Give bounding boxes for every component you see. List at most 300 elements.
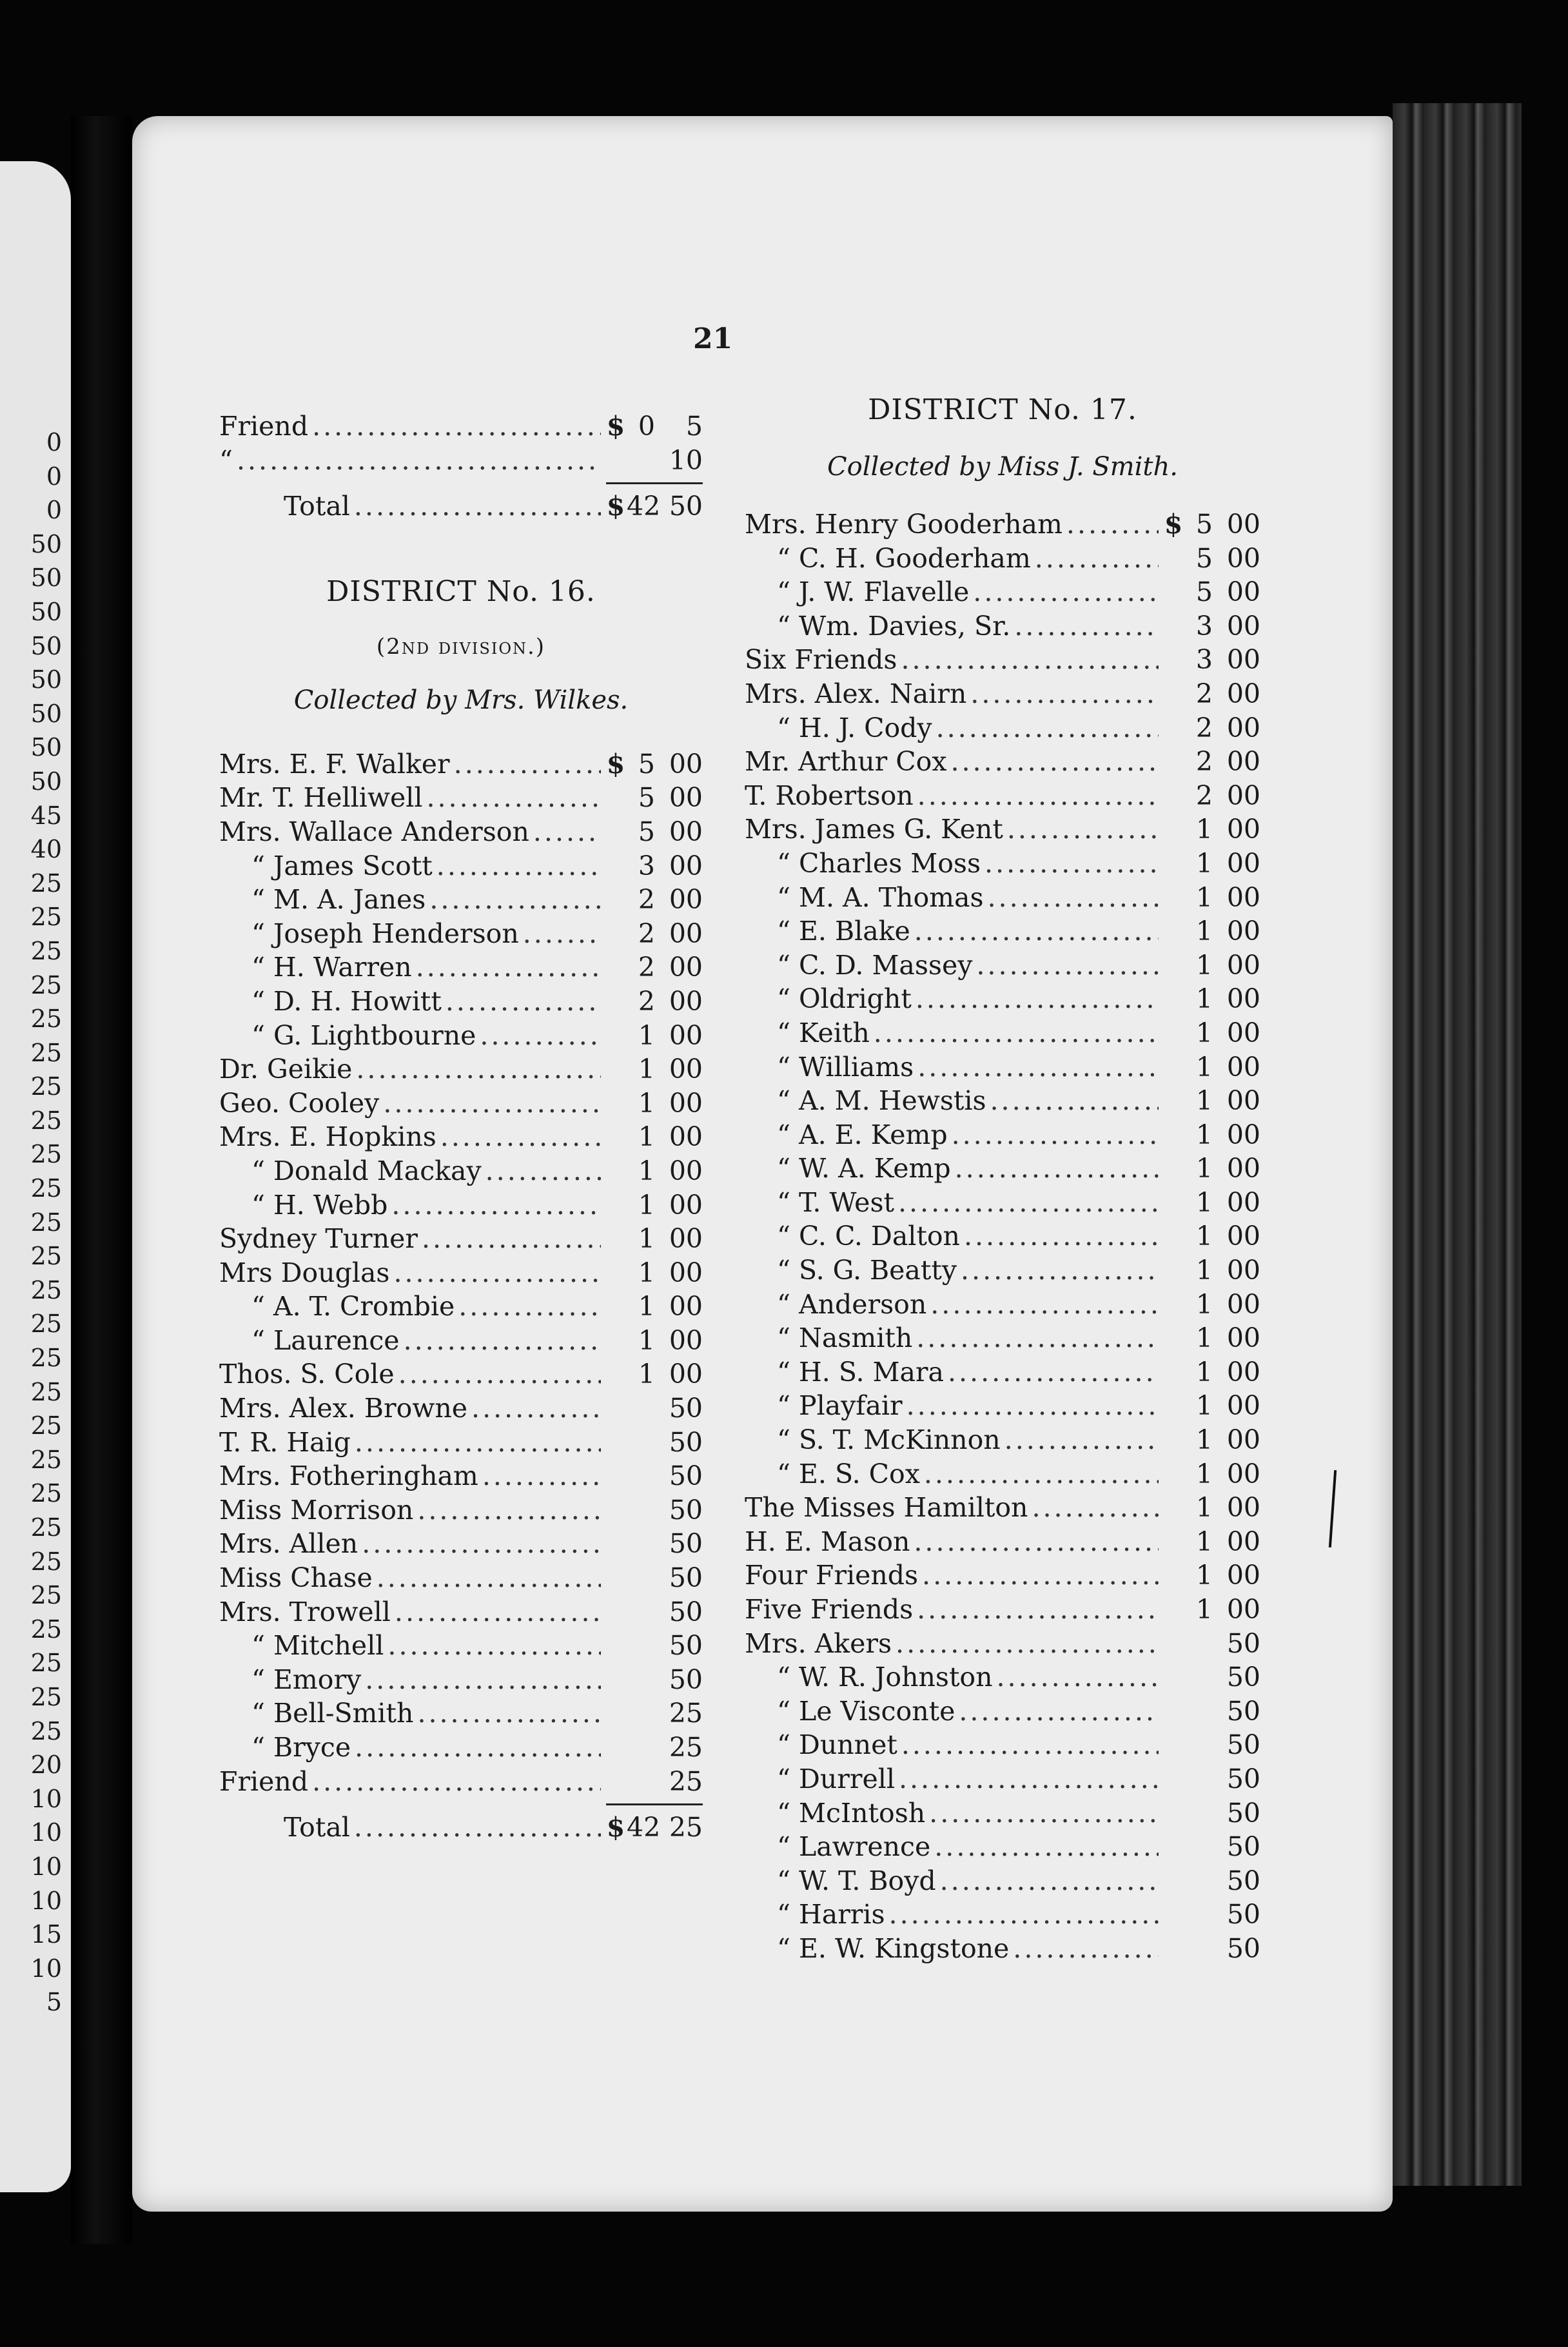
amount-dollars: 1 [1195, 1221, 1213, 1252]
amount-cents: 50 [669, 1630, 703, 1662]
amount-dollars: 1 [1195, 1051, 1213, 1083]
amount-cents: 00 [669, 1291, 703, 1322]
dollar-sign: $ [606, 1812, 625, 1843]
donor-name: “ S. T. McKinnon [777, 1424, 1001, 1456]
donor-name: The Misses Hamilton [745, 1492, 1028, 1524]
leader-dots [929, 1796, 1159, 1831]
donor-row [745, 677, 1260, 711]
donor-name: “ McIntosh [777, 1797, 926, 1829]
facing-page-amount: 25 [30, 936, 62, 965]
donor-name: Total [284, 1812, 350, 1843]
facing-page-amount: 25 [30, 1275, 62, 1304]
donor-name: “ [219, 444, 233, 476]
leader-dots [482, 1459, 601, 1493]
amount-cents: 00 [1226, 1458, 1260, 1489]
facing-page-amount: 10 [30, 1818, 62, 1847]
leader-dots [416, 950, 601, 985]
leader-dots [917, 1593, 1159, 1627]
facing-page-amount: 25 [30, 1547, 62, 1576]
amount-dollars: 1 [638, 1019, 655, 1051]
leader-dots [237, 444, 601, 478]
leader-dots [1004, 1423, 1159, 1457]
amount-dollars: 1 [638, 1054, 655, 1085]
donor-row [745, 1627, 1260, 1661]
amount-cents: 50 [1226, 1831, 1260, 1863]
leader-dots [426, 781, 601, 815]
amount-cents: 00 [1226, 1085, 1260, 1117]
donor-row [219, 1086, 703, 1121]
leader-dots [446, 985, 601, 1019]
donor-name: “ James Scott [251, 850, 433, 881]
amount-dollars: 2 [1195, 678, 1213, 709]
donor-name: “ T. West [777, 1186, 894, 1218]
leader-dots [312, 1765, 601, 1799]
donor-row [745, 1898, 1260, 1932]
donor-row [219, 1154, 703, 1188]
facing-page-amount: 25 [30, 1615, 62, 1644]
donor-name: “ Lawrence [777, 1831, 931, 1863]
amount-dollars: 1 [1195, 1424, 1213, 1456]
amount-cents: 00 [669, 1087, 703, 1119]
donor-row [219, 1019, 703, 1053]
amount-cents: 00 [669, 816, 703, 847]
donor-row [745, 881, 1260, 915]
donor-name: Mrs. Akers [745, 1627, 892, 1659]
donor-name: “ Durrell [777, 1763, 895, 1794]
leader-dots [997, 1660, 1159, 1694]
donor-row [745, 1219, 1260, 1253]
donor-row [219, 1120, 703, 1154]
amount-cents: 00 [1226, 916, 1260, 947]
amount-dollars: 1 [638, 1155, 655, 1186]
amount-dollars: 1 [1195, 1560, 1213, 1591]
amount-cents: 00 [669, 1189, 703, 1221]
facing-page-amount: 25 [30, 903, 62, 932]
leader-dots [917, 1050, 1159, 1085]
facing-page-amount: 0 [46, 462, 62, 491]
leader-dots [973, 575, 1159, 609]
district16-collector: Collected by Mrs. Wilkes. [293, 685, 629, 715]
amount-cents: 00 [1226, 1288, 1260, 1320]
amount-cents: 00 [669, 884, 703, 916]
amount-dollars: 1 [638, 1189, 655, 1221]
donor-name: “ E. W. Kingstone [777, 1932, 1010, 1964]
amount-dollars: 2 [638, 952, 655, 983]
facing-page-amount: 50 [30, 699, 62, 728]
donor-name: “ Dunnet [777, 1729, 897, 1761]
amount-dollars: 5 [1195, 576, 1213, 608]
leader-dots [356, 1052, 601, 1086]
donor-name: “ Playfair [777, 1390, 903, 1422]
leader-dots [924, 1457, 1159, 1491]
leader-dots [934, 1830, 1159, 1864]
donor-name: Four Friends [745, 1560, 919, 1591]
amount-cents: 50 [1226, 1662, 1260, 1693]
leader-dots [936, 711, 1159, 745]
donor-name: Mrs. Fotheringham [219, 1460, 478, 1492]
leader-dots [916, 982, 1159, 1016]
amount-dollars: 1 [1195, 847, 1213, 879]
leader-dots [990, 1084, 1159, 1118]
amount-cents: 00 [1226, 1186, 1260, 1218]
facing-page-amount: 50 [30, 665, 62, 694]
amount-cents: 00 [669, 1223, 703, 1255]
amount-cents: 00 [1226, 746, 1260, 778]
donor-row [745, 1491, 1260, 1525]
book-gutter [71, 116, 132, 2244]
facing-page-amount: 50 [30, 767, 62, 796]
leader-dots [914, 1525, 1159, 1559]
amount-dollars: 2 [638, 985, 655, 1017]
facing-page-amount: 25 [30, 1344, 62, 1373]
donor-name: “ Nasmith [777, 1322, 913, 1354]
amount-cents: 00 [1226, 1594, 1260, 1625]
district16-heading: DISTRICT No. 16. [326, 574, 596, 608]
amount-dollars: 1 [1195, 881, 1213, 913]
amount-cents: 00 [1226, 576, 1260, 608]
donor-name: “ Harris [777, 1899, 885, 1930]
donor-row [745, 643, 1260, 677]
facing-page-amount: 25 [30, 1106, 62, 1135]
amount-cents: 00 [669, 1019, 703, 1051]
donor-row [745, 1558, 1260, 1593]
facing-page-amount: 10 [30, 1852, 62, 1881]
leader-dots [948, 1355, 1159, 1390]
donor-row [219, 1290, 703, 1324]
amount-cents: 00 [1226, 678, 1260, 709]
total-row [219, 489, 703, 524]
donor-name: Mrs. Alex. Browne [219, 1393, 468, 1424]
facing-page-amount: 25 [30, 1072, 62, 1101]
amount-dollars: 1 [1195, 1186, 1213, 1218]
donor-name: “ A. T. Crombie [251, 1291, 455, 1322]
donor-name: Mrs. Trowell [219, 1596, 391, 1627]
amount-cents: 00 [1226, 1221, 1260, 1252]
donor-name: H. E. Mason [745, 1526, 910, 1557]
amount-cents: 00 [669, 1324, 703, 1356]
amount-dollars: 0 [638, 411, 655, 442]
amount-dollars: 1 [638, 1359, 655, 1390]
district16-total-rule [606, 1803, 703, 1805]
leader-dots [355, 1426, 601, 1460]
facing-page-amount: 25 [30, 1411, 62, 1440]
donor-row [745, 711, 1260, 745]
donor-row [745, 1288, 1260, 1322]
donor-name: “ Charles Moss [777, 847, 981, 879]
donor-row [745, 1932, 1260, 1966]
amount-cents: 00 [1226, 1153, 1260, 1184]
amount-cents: 00 [1226, 1390, 1260, 1422]
facing-page-amount: 25 [30, 1174, 62, 1203]
amount-dollars: 1 [638, 1223, 655, 1255]
leader-dots [914, 914, 1159, 948]
leader-dots [398, 1357, 601, 1391]
donor-name: T. R. Haig [219, 1426, 351, 1458]
leader-dots [436, 849, 601, 883]
donor-name: “ Joseph Henderson [251, 918, 519, 949]
leader-dots [917, 779, 1159, 813]
leader-dots [354, 1811, 601, 1845]
amount-cents: 00 [669, 1054, 703, 1085]
donor-name: Mr. Arthur Cox [745, 746, 947, 778]
amount-dollars: 1 [638, 1291, 655, 1322]
donor-row [745, 1796, 1260, 1831]
donor-row [219, 1188, 703, 1223]
district17-heading: DISTRICT No. 17. [868, 393, 1137, 426]
leader-dots [377, 1561, 601, 1595]
donor-name: “ Wm. Davies, Sr. [777, 610, 1011, 642]
facing-page-amount: 50 [30, 733, 62, 762]
facing-page-amount: 25 [30, 1445, 62, 1474]
amount-cents: 00 [669, 918, 703, 949]
donor-name: Mrs. James G. Kent [745, 814, 1003, 845]
donor-row [219, 444, 703, 478]
amount-dollars: 1 [1195, 1017, 1213, 1048]
donor-name: “ Laurence [251, 1324, 400, 1356]
donor-row [219, 1595, 703, 1629]
leader-dots [354, 489, 601, 524]
donor-row [219, 917, 703, 951]
donor-row [745, 1152, 1260, 1186]
donor-row [219, 1256, 703, 1290]
donor-row [219, 1663, 703, 1697]
leader-dots [985, 847, 1159, 881]
leader-dots [959, 1694, 1159, 1729]
facing-page-amount: 50 [30, 564, 62, 593]
leader-dots [417, 1493, 601, 1527]
donor-name: “ Bryce [251, 1732, 351, 1763]
amount-dollars: 1 [1195, 1594, 1213, 1625]
district17-list [745, 507, 1260, 1966]
amount-dollars: 1 [1195, 1153, 1213, 1184]
amount-cents: 00 [1226, 1017, 1260, 1048]
donor-row [745, 1355, 1260, 1390]
amount-dollars: 2 [1195, 712, 1213, 743]
facing-page-amount: 25 [30, 1038, 62, 1067]
amount-cents: 50 [669, 1562, 703, 1594]
district17-collector: Collected by Miss J. Smith. [827, 452, 1178, 482]
leader-dots [312, 409, 601, 444]
leader-dots [391, 1188, 601, 1223]
amount-cents: 00 [1226, 1526, 1260, 1557]
facing-page-amount: 15 [30, 1920, 62, 1949]
facing-page-amount: 40 [30, 835, 62, 864]
facing-page-amount: 25 [30, 970, 62, 999]
amount-cents: 00 [1226, 542, 1260, 574]
donor-name: Friend [219, 1765, 309, 1797]
leader-dots [440, 1120, 601, 1154]
leader-dots [952, 1118, 1159, 1152]
donor-name: Mrs. E. Hopkins [219, 1121, 436, 1153]
donor-row [219, 1527, 703, 1561]
leader-dots [485, 1154, 601, 1188]
donor-row [219, 409, 703, 444]
amount-cents: 00 [1226, 610, 1260, 642]
donor-row [745, 1321, 1260, 1355]
leader-dots [393, 1256, 601, 1290]
amount-cents: 50 [1226, 1932, 1260, 1964]
donor-row [745, 1762, 1260, 1796]
amount-cents: 50 [669, 1664, 703, 1695]
district16-total [219, 1811, 703, 1845]
facing-page-amount: 25 [30, 1208, 62, 1237]
leader-dots [916, 1321, 1159, 1355]
amount-cents: 00 [1226, 1356, 1260, 1388]
leader-dots [901, 643, 1159, 677]
donor-row [745, 1660, 1260, 1694]
donor-row [219, 1324, 703, 1358]
amount-dollars: 1 [1195, 1119, 1213, 1150]
donor-row [745, 812, 1260, 847]
amount-cents: 00 [669, 1121, 703, 1153]
amount-dollars: 1 [1195, 1255, 1213, 1286]
donor-row [745, 1016, 1260, 1050]
amount-cents: 5 [685, 411, 703, 442]
donor-row [745, 948, 1260, 983]
carryover-total [219, 489, 703, 524]
total-row [219, 1811, 703, 1845]
amount-cents: 25 [669, 1698, 703, 1729]
donor-name: “ E. S. Cox [777, 1458, 920, 1489]
donor-row [745, 745, 1260, 779]
donor-name: T. Robertson [745, 780, 914, 811]
leader-dots [523, 917, 601, 951]
donor-row [745, 609, 1260, 643]
donor-name: “ H. Webb [251, 1189, 388, 1221]
donor-row [745, 1525, 1260, 1559]
donor-name: “ M. A. Thomas [777, 881, 984, 913]
donor-name: “ A. E. Kemp [777, 1119, 948, 1150]
leader-dots [950, 745, 1159, 779]
right-column [745, 393, 1260, 1966]
facing-page-amount: 25 [30, 1513, 62, 1542]
amount-cents: 25 [669, 1732, 703, 1763]
amount-dollars: 42 [627, 491, 661, 522]
amount-cents: 00 [669, 782, 703, 814]
leader-dots [429, 883, 601, 917]
amount-cents: 00 [669, 1359, 703, 1390]
donor-name: “ Anderson [777, 1288, 927, 1320]
amount-cents: 00 [1226, 983, 1260, 1015]
donor-name: “ Keith [777, 1017, 870, 1048]
donor-row [745, 1118, 1260, 1152]
facing-page-amount: 25 [30, 1377, 62, 1406]
leader-dots [976, 948, 1159, 983]
facing-page-amount: 50 [30, 631, 62, 660]
amount-cents: 00 [1226, 949, 1260, 981]
leader-dots [458, 1290, 601, 1324]
donor-row [745, 1389, 1260, 1423]
donor-row [219, 1696, 703, 1731]
donor-row [219, 1459, 703, 1493]
donor-row [745, 847, 1260, 881]
amount-cents: 00 [1226, 814, 1260, 845]
donor-name: “ H. S. Mara [777, 1356, 944, 1388]
donor-name: “ G. Lightbourne [251, 1019, 476, 1051]
amount-dollars: 1 [1195, 1458, 1213, 1489]
donor-name: Mrs. Wallace Anderson [219, 816, 529, 847]
leader-dots [387, 1629, 601, 1663]
facing-page-amount: 25 [30, 1242, 62, 1271]
donor-name: “ H. J. Cody [777, 712, 932, 743]
amount-dollars: 1 [638, 1257, 655, 1288]
amount-cents: 00 [1226, 881, 1260, 913]
amount-dollars: 2 [638, 918, 655, 949]
amount-dollars: 5 [638, 816, 655, 847]
donor-row [219, 747, 703, 781]
dollar-sign: $ [606, 491, 625, 522]
donor-name: “ Williams [777, 1051, 914, 1083]
donor-row [219, 1052, 703, 1086]
leader-dots [454, 747, 601, 781]
donor-name: “ H. Warren [251, 952, 412, 983]
facing-page-amount: 5 [46, 1988, 62, 2017]
donor-name: “ W. T. Boyd [777, 1865, 936, 1896]
donor-row [745, 1050, 1260, 1085]
leader-dots [1007, 812, 1159, 847]
amount-dollars: 3 [638, 850, 655, 881]
amount-dollars: 2 [1195, 780, 1213, 811]
facing-page [0, 161, 71, 2192]
donor-row [745, 1253, 1260, 1288]
amount-dollars: 1 [1195, 949, 1213, 981]
leader-dots [889, 1898, 1159, 1932]
donor-name: Friend [219, 411, 309, 442]
donor-name: “ J. W. Flavelle [777, 576, 970, 608]
leader-dots [1014, 609, 1159, 643]
donor-name: “ Oldright [777, 983, 912, 1015]
leader-dots [988, 881, 1159, 915]
amount-dollars: 5 [1195, 509, 1213, 540]
page-number: 21 [693, 322, 733, 355]
donor-row [745, 1423, 1260, 1457]
donor-row [219, 1426, 703, 1460]
amount-dollars: 2 [638, 884, 655, 916]
donor-row [219, 1391, 703, 1426]
carryover-total-rule [606, 482, 703, 484]
donor-name: Mrs. E. F. Walker [219, 748, 450, 780]
donor-row [219, 781, 703, 815]
donor-name: “ W. R. Johnston [777, 1662, 993, 1693]
amount-dollars: 3 [1195, 610, 1213, 642]
donor-row [219, 1731, 703, 1765]
district16-list [219, 747, 703, 1798]
amount-cents: 00 [1226, 1051, 1260, 1083]
leader-dots [533, 815, 601, 849]
leader-dots [874, 1016, 1159, 1050]
donor-name: “ Donald Mackay [251, 1155, 482, 1186]
leader-dots [1032, 1491, 1159, 1525]
donor-name: Mrs Douglas [219, 1257, 390, 1288]
amount-dollars: 2 [1195, 746, 1213, 778]
amount-cents: 00 [1226, 1119, 1260, 1150]
amount-cents: 00 [1226, 1322, 1260, 1354]
carryover-list [219, 409, 703, 477]
donor-name: Mrs. Henry Gooderham [745, 509, 1063, 540]
leader-dots [365, 1663, 601, 1697]
donor-name: “ W. A. Kemp [777, 1153, 951, 1184]
leader-dots [355, 1731, 601, 1765]
leader-dots [906, 1389, 1159, 1423]
donor-row [745, 1593, 1260, 1627]
facing-page-amount: 10 [30, 1954, 62, 1983]
amount-dollars: 1 [638, 1324, 655, 1356]
amount-dollars: 1 [1195, 1085, 1213, 1117]
leader-dots [1066, 507, 1159, 542]
amount-dollars: 1 [1195, 1288, 1213, 1320]
amount-cents: 50 [1226, 1627, 1260, 1659]
facing-page-amount: 25 [30, 1716, 62, 1745]
